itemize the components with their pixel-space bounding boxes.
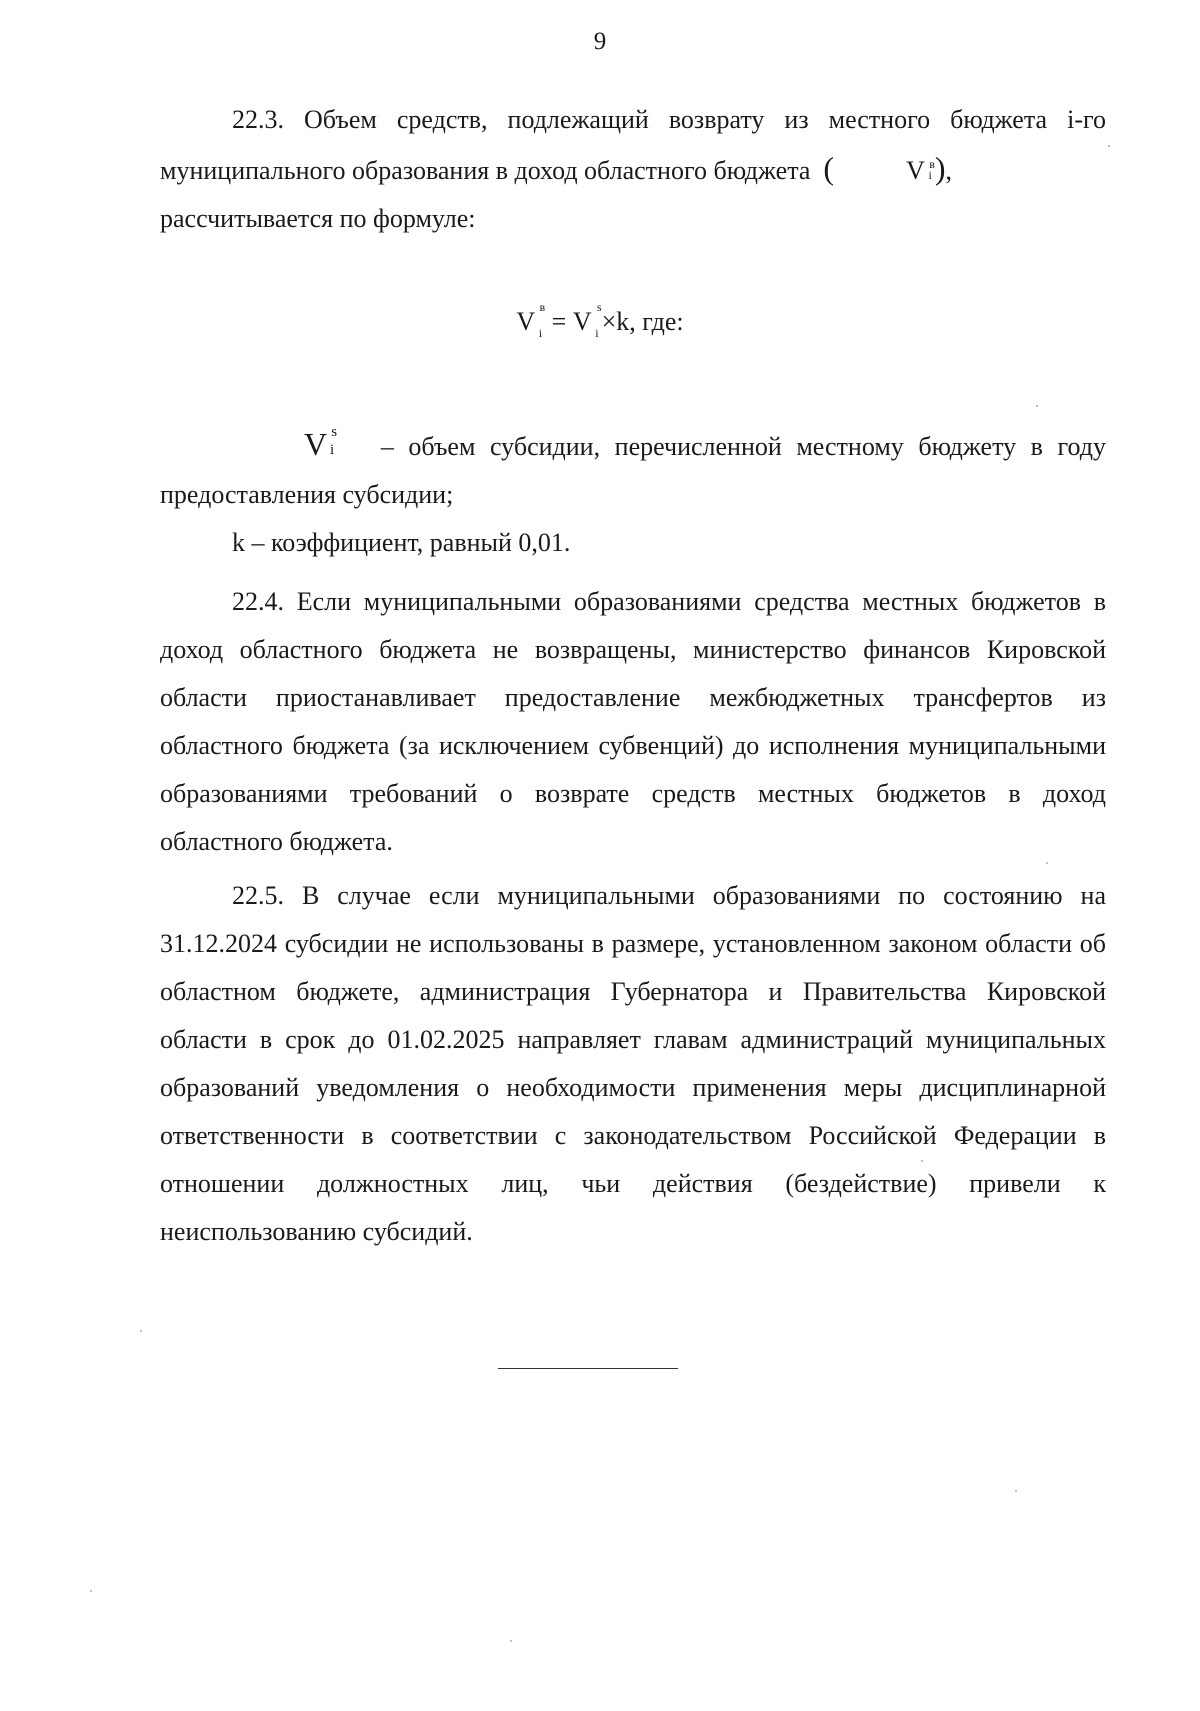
formula-equals: = — [551, 307, 567, 336]
scan-speck — [1108, 145, 1110, 147]
section-22-5 — [160, 872, 1106, 1256]
scan-speck — [140, 1330, 142, 1332]
formula-k: k, где: — [616, 307, 684, 336]
definition-k: k – коэффициент, равный 0,01. — [232, 528, 571, 557]
page-number: 9 — [593, 28, 607, 55]
v-return-symbol: V в i — [906, 156, 935, 185]
scan-speck — [1015, 1490, 1017, 1492]
section-22-5-paragraph: 22.5. В случае если муниципальными образованиями по состоянию на 31.12.2024 субсидии не использованы в размере, установленном законом области об областном бюджете, администрация Губернатора и Правительства Кировской области в срок до 01.02.2025 направляет главам администраций муниципальных образований уведомления о необходимости применения меры дисциплинарной ответственности в соответствии с законодательством Российской Федерации в отношении должностных лиц, чьи действия (бездействие) привели к неиспользованию субсидий. — [160, 881, 1106, 1246]
definitions — [160, 420, 1106, 567]
open-paren: ( — [823, 150, 835, 186]
section-22-3-text: 22.3. Объем средств, подлежащий возврату из местного бюджета i-го муниципального образования в доход областного бюджета — [160, 105, 1106, 185]
scan-speck — [510, 1640, 512, 1642]
close-paren: ) — [934, 150, 946, 186]
section-22-3-continuation: рассчитывается по формуле: — [160, 204, 476, 233]
definition-vs — [160, 420, 1106, 519]
section-22-3-paragraph: 22.3. Объем средств, подлежащий возврату из местного бюджета i-го муниципального образования в доход областного бюджета ( V в i ), — [160, 96, 1106, 195]
section-22-4-paragraph: 22.4. Если муниципальными образованиями средства местных бюджетов в доход областного бюджета не возвращены, министерство финансов Кировской области приостанавливает предоставление межбюджетных трансфертов из областного бюджета (за исключением субвенций) до исполнения муниципальными образованиями требований о возврате средств местных бюджетов в доход областного бюджета. — [160, 587, 1106, 856]
scan-speck — [90, 1590, 92, 1592]
closing-rule — [498, 1368, 678, 1369]
formula-rhs: V s i — [572, 300, 602, 340]
scan-speck — [1036, 405, 1038, 407]
formula-times: × — [601, 307, 617, 336]
section-22-4 — [160, 578, 1106, 866]
vs-symbol: V s i — [304, 424, 338, 462]
formula — [0, 300, 1200, 340]
scan-speck — [921, 1160, 923, 1162]
section-22-3 — [160, 96, 1106, 243]
scan-speck — [1046, 862, 1048, 864]
definition-vs-text: – объем субсидии, перечисленной местному бюджету в году предоставления субсидии; — [160, 432, 1106, 509]
formula-lhs: V в i — [516, 300, 546, 340]
